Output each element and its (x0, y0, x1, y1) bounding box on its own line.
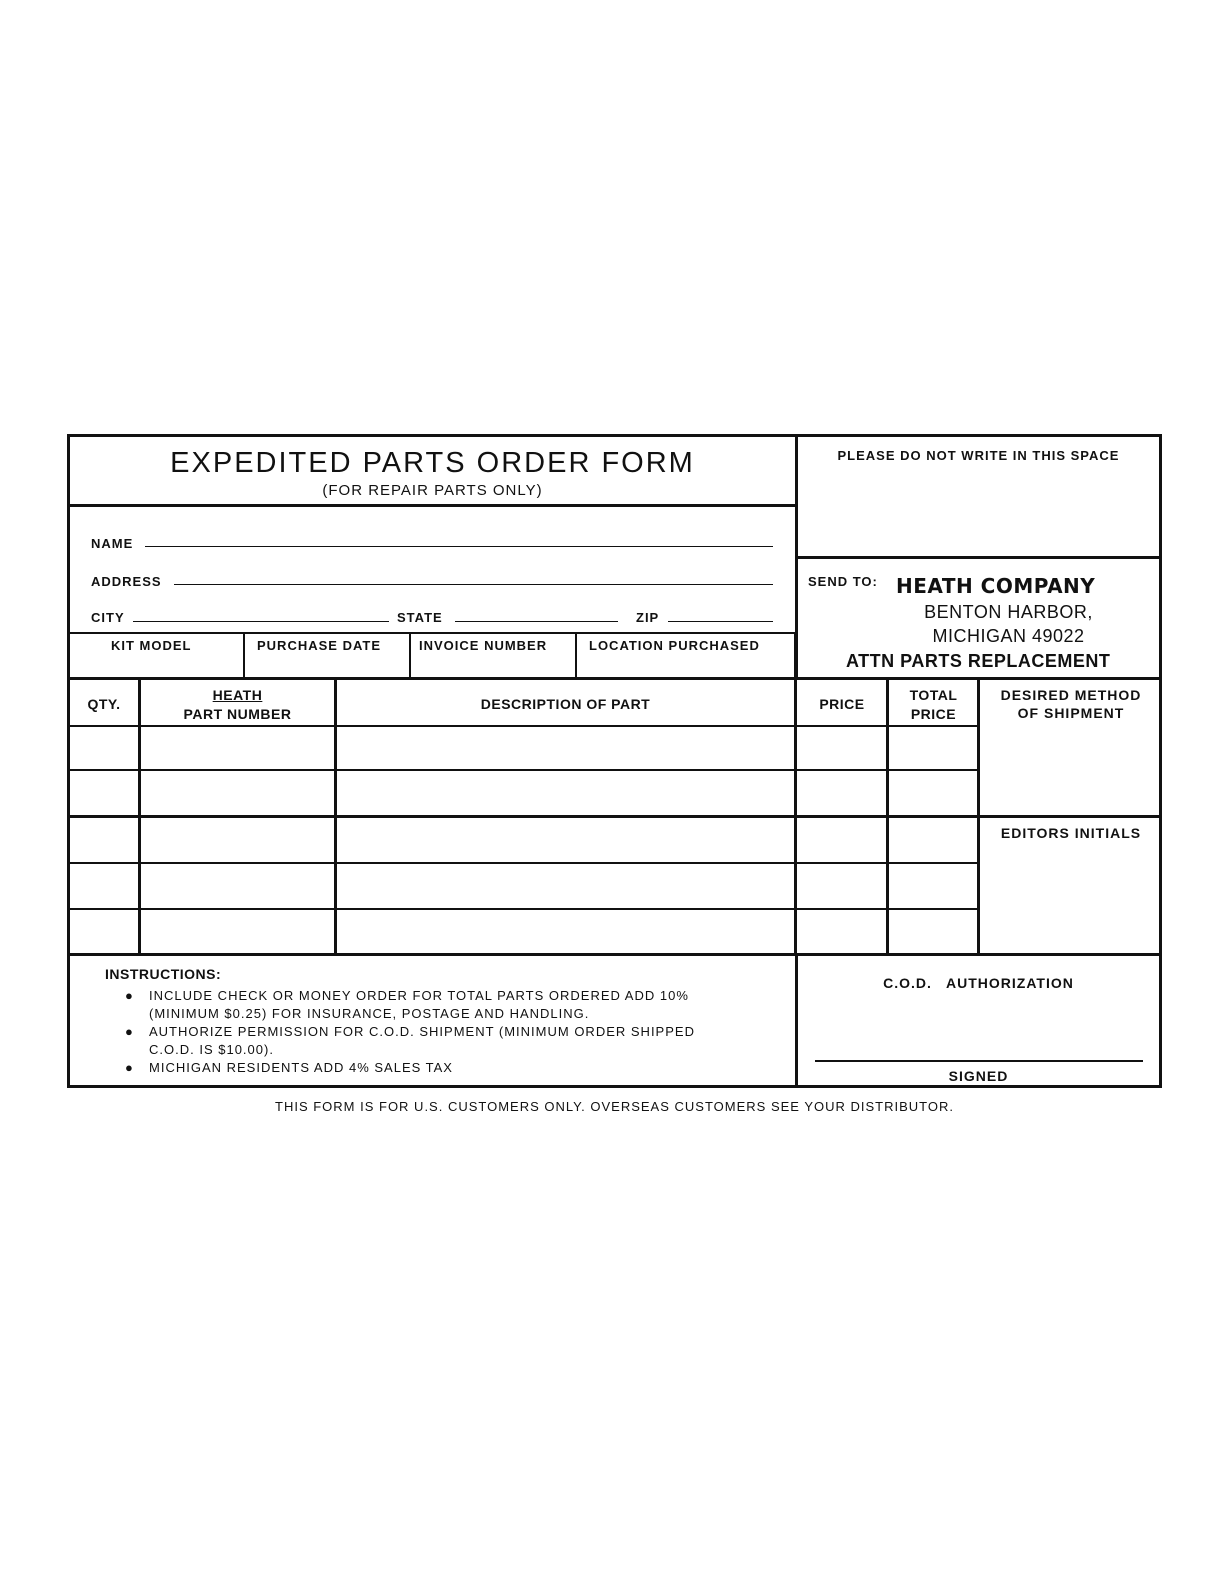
send-to-box (795, 556, 1162, 680)
instruction-item (125, 1023, 785, 1059)
address-label: ADDRESS (91, 574, 162, 589)
state-label: STATE (397, 610, 443, 625)
parts-row-3[interactable] (70, 818, 977, 862)
bullet-icon: ● (125, 1024, 134, 1039)
invoice-number-cell[interactable] (409, 632, 577, 680)
editors-initials-label: EDITORS INITIALS (1000, 825, 1142, 841)
instruction-text: C.O.D. IS $10.00). (149, 1042, 274, 1057)
kit-model-label: KIT MODEL (111, 638, 192, 653)
shipment-method-header-2: OF SHIPMENT (1017, 705, 1125, 721)
form-title-box (67, 434, 798, 507)
instruction-text: (MINIMUM $0.25) FOR INSURANCE, POSTAGE AND HANDLING. (149, 1006, 590, 1021)
instruction-text: MICHIGAN RESIDENTS ADD 4% SALES TAX (149, 1060, 453, 1075)
cod-box (795, 953, 1162, 1088)
name-label: NAME (91, 536, 134, 551)
part-number-header: PART NUMBER (183, 706, 292, 722)
cod-signed-label: SIGNED (948, 1068, 1009, 1084)
zip-field[interactable] (668, 608, 773, 622)
instruction-text: INCLUDE CHECK OR MONEY ORDER FOR TOTAL PARTS ORDERED ADD 10% (149, 988, 689, 1003)
instructions-heading: INSTRUCTIONS: (105, 966, 222, 982)
footer-note: THIS FORM IS FOR U.S. CUSTOMERS ONLY. OVERSEAS CUSTOMERS SEE YOUR DISTRIBUTOR. (275, 1099, 954, 1114)
instruction-text: AUTHORIZE PERMISSION FOR C.O.D. SHIPMENT (MINIMUM ORDER SHIPPED (149, 1024, 695, 1039)
cod-title: C.O.D. AUTHORIZATION (883, 975, 1074, 991)
send-to-attn: ATTN PARTS REPLACEMENT (846, 651, 1111, 671)
parts-row-5[interactable] (70, 910, 977, 953)
address-field[interactable] (174, 571, 773, 585)
kit-model-cell[interactable] (67, 632, 245, 680)
price-header: PRICE (819, 696, 865, 712)
form-title: EXPEDITED PARTS ORDER FORM (170, 447, 695, 479)
instructions-list (125, 987, 785, 1077)
city-label: CITY (91, 610, 125, 625)
total-price-header: PRICE (910, 706, 957, 722)
name-field[interactable] (145, 533, 773, 547)
cod-signature-line[interactable] (815, 1060, 1143, 1062)
state-field[interactable] (455, 608, 618, 622)
purchase-date-cell[interactable] (243, 632, 411, 680)
location-purchased-cell[interactable] (575, 632, 796, 680)
send-to-company: HEATH COMPANY (896, 574, 1096, 598)
send-to-label: SEND TO: (808, 574, 878, 589)
qty-header: QTY. (87, 696, 121, 712)
heath-header (140, 686, 335, 705)
description-header: DESCRIPTION OF PART (480, 696, 651, 712)
invoice-number-label: INVOICE NUMBER (419, 638, 548, 653)
send-to-line1: BENTON HARBOR, (924, 602, 1093, 622)
parts-row-1[interactable] (70, 727, 977, 769)
send-to-line2: MICHIGAN 49022 (932, 626, 1085, 646)
zip-label: ZIP (636, 610, 660, 625)
location-purchased-label: LOCATION PURCHASED (589, 638, 760, 653)
total-header: TOTAL (909, 687, 958, 703)
office-use-label: PLEASE DO NOT WRITE IN THIS SPACE (837, 448, 1120, 463)
instruction-item (125, 987, 785, 1023)
office-use-box (795, 434, 1162, 559)
form-subtitle: (FOR REPAIR PARTS ONLY) (322, 482, 543, 499)
shipment-method-header-1: DESIRED METHOD (1000, 687, 1142, 703)
heath-header-word: HEATH (212, 687, 263, 703)
instruction-item (125, 1059, 785, 1077)
bullet-icon: ● (125, 1060, 134, 1075)
purchase-date-label: PURCHASE DATE (257, 638, 381, 653)
parts-row-2[interactable] (70, 771, 977, 815)
city-field[interactable] (133, 608, 389, 622)
bullet-icon: ● (125, 988, 134, 1003)
parts-row-4[interactable] (70, 864, 977, 908)
instructions-box (67, 953, 798, 1088)
